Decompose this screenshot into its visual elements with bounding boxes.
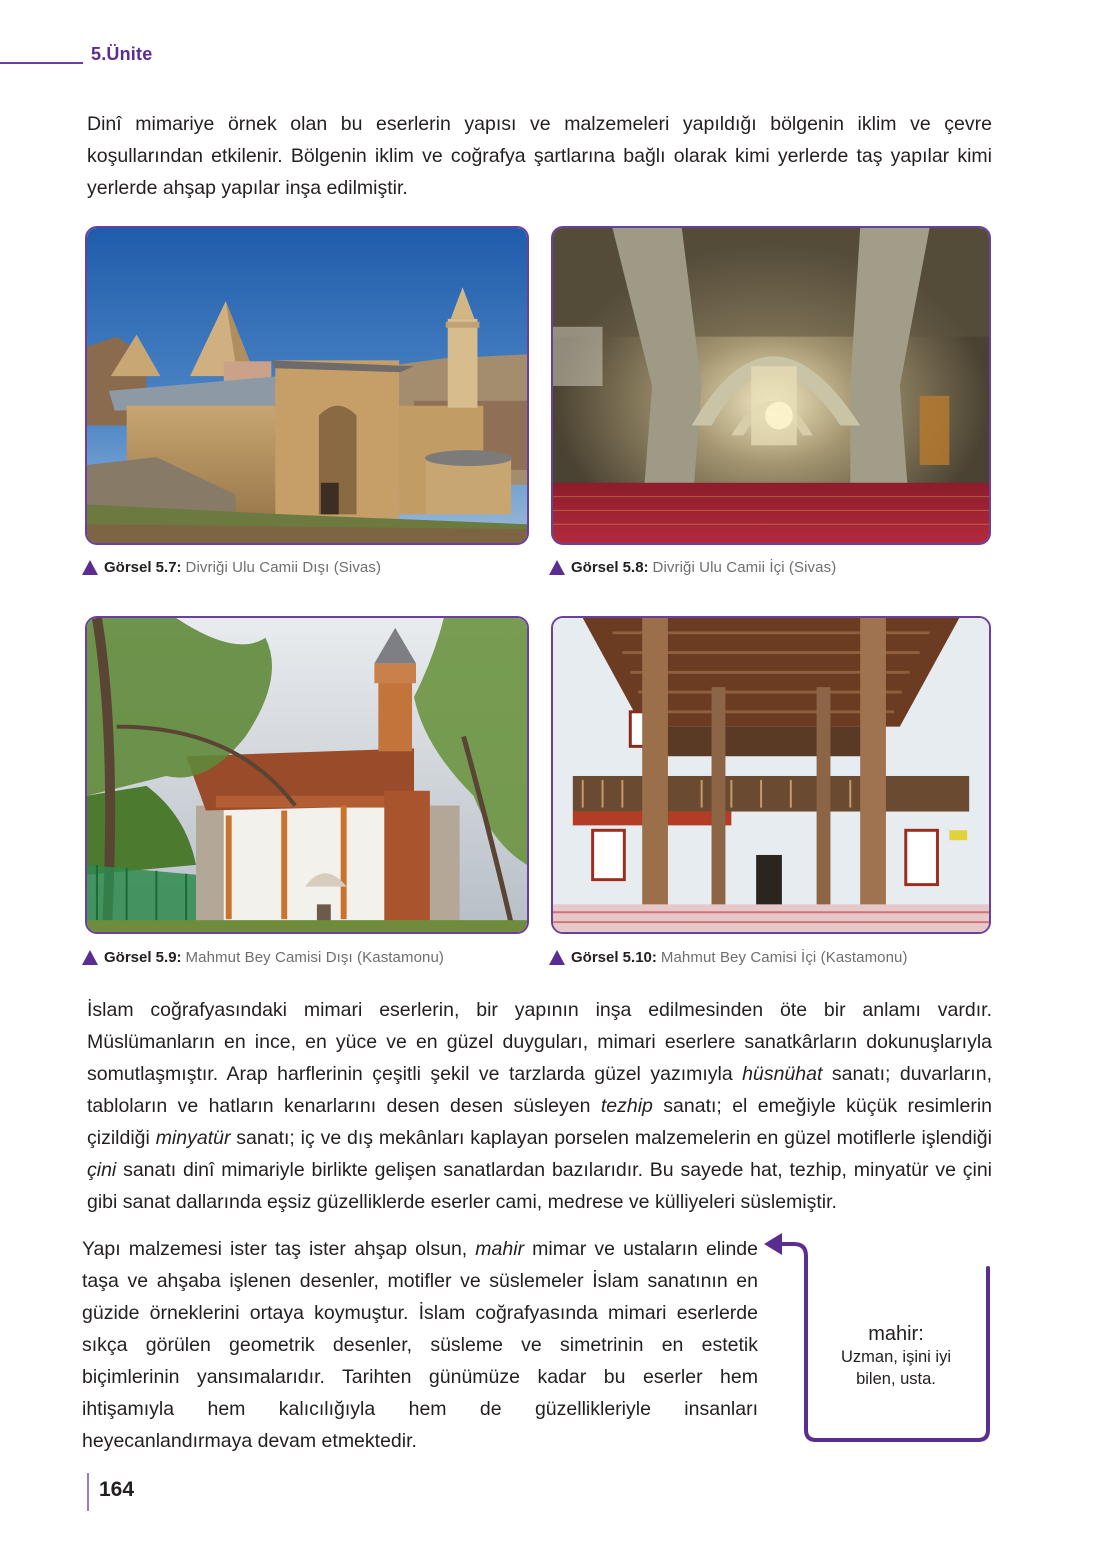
caption-description: Mahmut Bey Camisi Dışı (Kastamonu) xyxy=(185,949,445,966)
triangle-bullet-icon xyxy=(549,560,565,575)
divrigi-exterior-photo xyxy=(87,228,527,543)
figure-5-7-caption xyxy=(82,559,381,576)
unit-header-rule xyxy=(0,62,83,64)
mahmut-bey-exterior-photo xyxy=(87,618,527,932)
italic-term: tezhip xyxy=(600,1095,653,1117)
caption-description: Divriği Ulu Camii Dışı (Sivas) xyxy=(185,559,382,576)
figure-5-9-caption xyxy=(82,949,444,966)
figure-5-7-image xyxy=(85,226,529,545)
unit-label: 5.Ünite xyxy=(91,44,153,64)
italic-term: mahir xyxy=(475,1238,525,1260)
figure-5-8-image xyxy=(551,226,991,545)
glossary-definition-line1: Uzman, işini iyi xyxy=(840,1348,952,1366)
italic-term: çini xyxy=(87,1159,117,1181)
caption-description: Divriği Ulu Camii İçi (Sivas) xyxy=(652,559,837,576)
figure-5-8-caption xyxy=(549,559,836,576)
caption-label: Görsel 5.9: xyxy=(104,949,182,966)
divrigi-interior-photo xyxy=(553,228,989,543)
caption-description: Mahmut Bey Camisi İçi (Kastamonu) xyxy=(660,949,908,966)
figure-5-10-image xyxy=(551,616,991,934)
page-number: 164 xyxy=(99,1478,135,1501)
triangle-bullet-icon xyxy=(549,950,565,965)
intro-paragraph: Dinî mimariye örnek olan bu eserlerin yapısı ve malzemeleri yapıldığı bölgenin iklim ve çevre koşullarından etkilenir. Bölgenin iklim ve coğrafya şartlarına bağlı olarak kimi yerlerde taş yapılar kimi yerlerde ahşap yapılar inşa edilmiştir. xyxy=(87,113,992,199)
glossary-entry xyxy=(806,1322,986,1390)
glossary-term: mahir: xyxy=(868,1323,924,1345)
triangle-bullet-icon xyxy=(82,950,98,965)
body-paragraph-materials: Yapı malzemesi ister taş ister ahşap olsun, mahir mimar ve ustaların elinde taşa ve ahşaba işlenen desenler, motifler ve süslemeler İslam sanatının en güzide örneklerini ortaya koymuştur. İslam coğrafyasında mimari eserlerde sıkça görülen geometrik desenler, süsleme ve simetrinin en estetik biçimlerinin yansımalarıdır. Tarihten günümüze kadar bu eserler hem ihtişamıyla hem kalıcılığıyla hem de güzellikleriyle insanları heyecanlandırmaya devam etmektedir. xyxy=(82,1238,758,1452)
triangle-bullet-icon xyxy=(82,560,98,575)
figure-5-9-image xyxy=(85,616,529,934)
mahmut-bey-interior-photo xyxy=(553,618,989,932)
italic-term: minyatür xyxy=(155,1127,231,1149)
italic-term: hüsnühat xyxy=(742,1063,823,1085)
page-number-rule xyxy=(87,1473,89,1511)
caption-label: Görsel 5.10: xyxy=(571,949,657,966)
caption-label: Görsel 5.7: xyxy=(104,559,182,576)
caption-label: Görsel 5.8: xyxy=(571,559,649,576)
figure-5-10-caption xyxy=(549,949,908,966)
glossary-definition-line2: bilen, usta. xyxy=(856,1370,936,1388)
body-paragraph-arts: İslam coğrafyasındaki mimari eserlerin, bir yapının inşa edilmesinden öte bir anlamı vardır. Müslümanların en ince, en yüce ve en güzel duyguları, mimari eserlere sanatkârların dokunuşlarıyla somutlaşmıştır. Arap harflerinin çeşitli şekil ve tarzlarda güzel yazımıyla hüsnühat sanatı; duvarların, tabloların ve hatların kenarlarını desen desen süsleyen tezhip sanatı; el emeğiyle küçük resimlerin çizildiği minyatür sanatı; iç ve dış mekânları kaplayan porselen malzemelerin en güzel motiflerle işlendiği çini sanatı dinî mimariyle birlikte gelişen sanatlardan bazılarıdır. Bu sayede hat, tezhip, minyatür ve çini gibi sanat dallarında eşsiz güzelliklerde eserler cami, medrese ve külliyeleri süslemiştir. xyxy=(87,999,992,1213)
